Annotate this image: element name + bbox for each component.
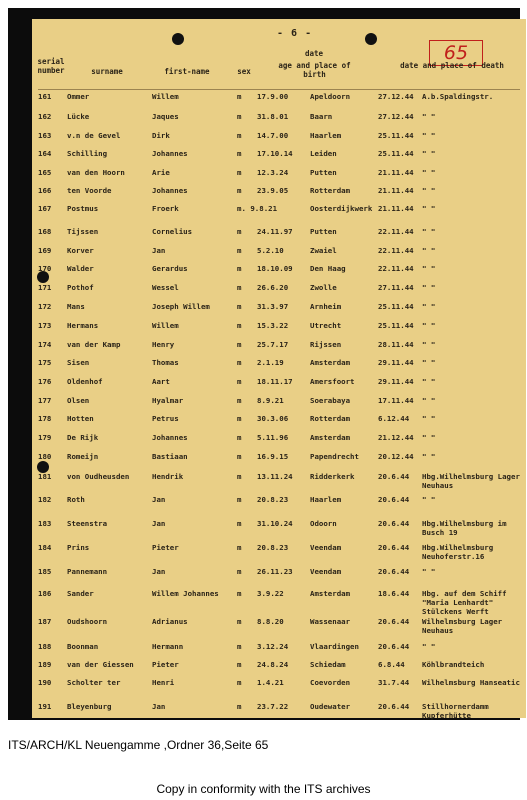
cell-ddate: 21.12.44 <box>378 433 414 442</box>
cell-surname: Schilling <box>67 149 108 158</box>
cell-surname: Oudshoorn <box>67 617 108 626</box>
cell-bplace: Vlaardingen <box>310 642 359 651</box>
cell-bdate: 16.9.15 <box>257 452 289 461</box>
cell-dplace: " " <box>422 567 436 576</box>
cell-bdate: 5.2.10 <box>257 246 284 255</box>
cell-bplace: Baarn <box>310 112 333 121</box>
cell-sex: m <box>237 702 242 711</box>
header-sex: sex <box>237 67 251 76</box>
cell-sex: m <box>237 358 242 367</box>
cell-first: Johannes <box>152 149 188 158</box>
cell-dplace: " " <box>422 642 436 651</box>
cell-bdate: 20.8.23 <box>257 495 289 504</box>
cell-surname: Roth <box>67 495 85 504</box>
cell-num: 185 <box>38 567 52 576</box>
cell-sex: m. 9.8.21 <box>237 204 278 213</box>
cell-bplace: Arnheim <box>310 302 342 311</box>
cell-num: 166 <box>38 186 52 195</box>
cell-bdate: 17.10.14 <box>257 149 293 158</box>
cell-first: Bastiaan <box>152 452 188 461</box>
cell-sex: m <box>237 660 242 669</box>
cell-first: Gerardus <box>152 264 188 273</box>
cell-first: Hyalmar <box>152 396 184 405</box>
header-divider <box>38 89 520 90</box>
cell-bplace: Wassenaar <box>310 617 351 626</box>
archive-reference: ITS/ARCH/KL Neuengamme ,Ordner 36,Seite 65 <box>8 738 269 752</box>
cell-ddate: 25.11.44 <box>378 149 414 158</box>
cell-ddate: 6.12.44 <box>378 414 410 423</box>
cell-surname: Mans <box>67 302 85 311</box>
cell-surname: Hermans <box>67 321 99 330</box>
cell-bplace: Ridderkerk <box>310 472 355 481</box>
cell-dplace: " " <box>422 340 436 349</box>
cell-bdate: 3.9.22 <box>257 589 284 598</box>
cell-surname: Sander <box>67 589 94 598</box>
cell-surname: Pannemann <box>67 567 108 576</box>
cell-first: Henri <box>152 678 175 687</box>
cell-dplace: Hbg.Wilhelmsburg im Busch 19 <box>422 519 507 537</box>
cell-bdate: 8.9.21 <box>257 396 284 405</box>
cell-ddate: 17.11.44 <box>378 396 414 405</box>
cell-ddate: 22.11.44 <box>378 264 414 273</box>
cell-surname: Olsen <box>67 396 90 405</box>
cell-num: 187 <box>38 617 52 626</box>
cell-sex: m <box>237 186 242 195</box>
cell-bdate: 12.3.24 <box>257 168 289 177</box>
cell-dplace: " " <box>422 433 436 442</box>
cell-first: Joseph Willem <box>152 302 210 311</box>
cell-ddate: 27.12.44 <box>378 92 414 101</box>
cell-bplace: Oosterdijkwerk <box>310 204 373 213</box>
cell-sex: m <box>237 112 242 121</box>
cell-first: Henry <box>152 340 175 349</box>
cell-num: 178 <box>38 414 52 423</box>
cell-bplace: Amersfoort <box>310 377 355 386</box>
cell-dplace: " " <box>422 204 436 213</box>
cell-num: 182 <box>38 495 52 504</box>
cell-bplace: Coevorden <box>310 678 351 687</box>
cell-bplace: Schiedam <box>310 660 346 669</box>
cell-ddate: 27.12.44 <box>378 112 414 121</box>
cell-first: Froerk <box>152 204 179 213</box>
cell-ddate: 29.11.44 <box>378 377 414 386</box>
cell-first: Dirk <box>152 131 170 140</box>
cell-surname: Scholter ter <box>67 678 121 687</box>
cell-dplace: " " <box>422 495 436 504</box>
cell-surname: ten Voorde <box>67 186 112 195</box>
cell-bdate: 20.8.23 <box>257 543 289 552</box>
header-surname: surname <box>91 67 123 76</box>
cell-num: 170 <box>38 264 52 273</box>
cell-dplace: " " <box>422 377 436 386</box>
cell-ddate: 25.11.44 <box>378 131 414 140</box>
cell-bdate: 24.8.24 <box>257 660 289 669</box>
cell-ddate: 20.6.44 <box>378 617 410 626</box>
cell-bdate: 1.4.21 <box>257 678 284 687</box>
cell-sex: m <box>237 92 242 101</box>
cell-dplace: " " <box>422 227 436 236</box>
cell-bdate: 24.11.97 <box>257 227 293 236</box>
cell-bdate: 15.3.22 <box>257 321 289 330</box>
punch-hole <box>172 33 184 45</box>
cell-first: Jan <box>152 519 166 528</box>
cell-first: Hermann <box>152 642 184 651</box>
cell-ddate: 22.11.44 <box>378 246 414 255</box>
cell-surname: v.n de Gevel <box>67 131 121 140</box>
cell-num: 183 <box>38 519 52 528</box>
cell-ddate: 29.11.44 <box>378 358 414 367</box>
cell-surname: van den Hoorn <box>67 168 125 177</box>
cell-bdate: 23.7.22 <box>257 702 289 711</box>
cell-bplace: Papendrecht <box>310 452 359 461</box>
cell-first: Willem Johannes <box>152 589 219 598</box>
cell-dplace: " " <box>422 131 436 140</box>
cell-bplace: Amsterdam <box>310 358 351 367</box>
cell-num: 190 <box>38 678 52 687</box>
cell-bplace: Putten <box>310 168 337 177</box>
cell-sex: m <box>237 227 242 236</box>
page-number: - 6 - <box>277 28 313 39</box>
cell-ddate: 20.6.44 <box>378 495 410 504</box>
cell-ddate: 28.11.44 <box>378 340 414 349</box>
document-page <box>32 19 526 718</box>
cell-ddate: 20.6.44 <box>378 543 410 552</box>
cell-ddate: 25.11.44 <box>378 321 414 330</box>
cell-ddate: 18.6.44 <box>378 589 410 598</box>
cell-dplace: " " <box>422 302 436 311</box>
cell-bplace: Amsterdam <box>310 589 351 598</box>
cell-num: 176 <box>38 377 52 386</box>
cell-dplace: Hbg. auf dem Schiff "Maria Lenhardt" Stülckens Werft <box>422 589 507 616</box>
cell-sex: m <box>237 377 242 386</box>
cell-dplace: " " <box>422 186 436 195</box>
cell-num: 175 <box>38 358 52 367</box>
cell-num: 173 <box>38 321 52 330</box>
cell-surname: Romeijn <box>67 452 99 461</box>
cell-surname: von Oudheusden <box>67 472 130 481</box>
cell-bplace: Rijssen <box>310 340 342 349</box>
cell-bplace: Veendam <box>310 567 342 576</box>
scan-frame <box>8 8 520 720</box>
cell-ddate: 20.6.44 <box>378 642 410 651</box>
cell-sex: m <box>237 340 242 349</box>
cell-bdate: 31.3.97 <box>257 302 289 311</box>
cell-bplace: Soerabaya <box>310 396 351 405</box>
cell-sex: m <box>237 396 242 405</box>
cell-first: Aart <box>152 377 170 386</box>
cell-first: Willem <box>152 321 179 330</box>
cell-sex: m <box>237 283 242 292</box>
cell-dplace: " " <box>422 168 436 177</box>
cell-dplace: " " <box>422 452 436 461</box>
cell-num: 188 <box>38 642 52 651</box>
cell-first: Hendrik <box>152 472 184 481</box>
cell-bplace: Leiden <box>310 149 337 158</box>
header-date: date <box>304 49 324 58</box>
cell-num: 167 <box>38 204 52 213</box>
cell-first: Arie <box>152 168 170 177</box>
cell-bdate: 8.8.20 <box>257 617 284 626</box>
cell-sex: m <box>237 246 242 255</box>
cell-num: 164 <box>38 149 52 158</box>
cell-surname: Korver <box>67 246 94 255</box>
cell-bdate: 2.1.19 <box>257 358 284 367</box>
cell-bdate: 18.11.17 <box>257 377 293 386</box>
cell-sex: m <box>237 302 242 311</box>
cell-dplace: " " <box>422 112 436 121</box>
cell-bplace: Rotterdam <box>310 186 351 195</box>
cell-sex: m <box>237 543 242 552</box>
cell-sex: m <box>237 617 242 626</box>
cell-dplace: Wilhelmsburg Hanseatic <box>422 678 520 687</box>
cell-ddate: 6.8.44 <box>378 660 405 669</box>
header-birth: age and place of birth <box>278 61 351 79</box>
cell-surname: van der Giessen <box>67 660 134 669</box>
cell-dplace: Wilhelmsburg Lager Neuhaus <box>422 617 503 635</box>
cell-bdate: 25.7.17 <box>257 340 289 349</box>
cell-ddate: 20.6.44 <box>378 567 410 576</box>
cell-bdate: 31.8.01 <box>257 112 289 121</box>
cell-surname: Steenstra <box>67 519 108 528</box>
punch-hole <box>365 33 377 45</box>
cell-num: 189 <box>38 660 52 669</box>
cell-ddate: 31.7.44 <box>378 678 410 687</box>
copy-notice: Copy in conformity with the ITS archives <box>156 782 371 796</box>
cell-sex: m <box>237 678 242 687</box>
cell-dplace: Hbg.Wilhelmsburg Lager Neuhaus <box>422 472 520 490</box>
cell-num: 162 <box>38 112 52 121</box>
cell-surname: Oldenhof <box>67 377 103 386</box>
cell-bdate: 14.7.00 <box>257 131 289 140</box>
cell-bdate: 26.6.20 <box>257 283 289 292</box>
cell-first: Thomas <box>152 358 179 367</box>
cell-num: 180 <box>38 452 52 461</box>
cell-first: Pieter <box>152 660 179 669</box>
cell-sex: m <box>237 168 242 177</box>
cell-surname: Ommer <box>67 92 90 101</box>
cell-num: 191 <box>38 702 52 711</box>
cell-bdate: 23.9.05 <box>257 186 289 195</box>
cell-bdate: 31.10.24 <box>257 519 293 528</box>
cell-surname: Pothof <box>67 283 94 292</box>
cell-ddate: 22.11.44 <box>378 227 414 236</box>
cell-bplace: Odoorn <box>310 519 337 528</box>
cell-bplace: Oudewater <box>310 702 351 711</box>
cell-sex: m <box>237 264 242 273</box>
cell-first: Willem <box>152 92 179 101</box>
cell-ddate: 20.6.44 <box>378 472 410 481</box>
cell-ddate: 20.6.44 <box>378 702 410 711</box>
cell-sex: m <box>237 131 242 140</box>
header-first-name: first-name <box>164 67 210 76</box>
cell-surname: Walder <box>67 264 94 273</box>
cell-dplace: Stillhornerdamm Kupferhütte <box>422 702 489 720</box>
cell-surname: Bleyenburg <box>67 702 112 711</box>
cell-surname: De Rijk <box>67 433 99 442</box>
cell-surname: Hotten <box>67 414 94 423</box>
cell-sex: m <box>237 519 242 528</box>
cell-first: Jan <box>152 246 166 255</box>
cell-dplace: " " <box>422 149 436 158</box>
cell-bplace: Veendam <box>310 543 342 552</box>
cell-dplace: " " <box>422 264 436 273</box>
cell-bplace: Putten <box>310 227 337 236</box>
cell-ddate: 21.11.44 <box>378 204 414 213</box>
cell-num: 177 <box>38 396 52 405</box>
cell-bplace: Amsterdam <box>310 433 351 442</box>
cell-dplace: " " <box>422 321 436 330</box>
cell-sex: m <box>237 149 242 158</box>
cell-bdate: 3.12.24 <box>257 642 289 651</box>
cell-first: Cornelius <box>152 227 193 236</box>
cell-sex: m <box>237 452 242 461</box>
cell-num: 165 <box>38 168 52 177</box>
cell-first: Pieter <box>152 543 179 552</box>
cell-ddate: 27.11.44 <box>378 283 414 292</box>
cell-bplace: Haarlem <box>310 495 342 504</box>
cell-first: Petrus <box>152 414 179 423</box>
header-death: date and place of death <box>400 61 504 70</box>
cell-bplace: Zwolle <box>310 283 337 292</box>
cell-ddate: 21.11.44 <box>378 186 414 195</box>
cell-sex: m <box>237 321 242 330</box>
cell-surname: Lücke <box>67 112 90 121</box>
cell-ddate: 25.11.44 <box>378 302 414 311</box>
cell-sex: m <box>237 495 242 504</box>
cell-num: 179 <box>38 433 52 442</box>
cell-first: Jaques <box>152 112 179 121</box>
cell-sex: m <box>237 589 242 598</box>
cell-num: 163 <box>38 131 52 140</box>
cell-num: 171 <box>38 283 52 292</box>
cell-dplace: A.b.Spaldingstr. <box>422 92 494 101</box>
cell-bdate: 18.10.09 <box>257 264 293 273</box>
header-serial: serial number <box>37 57 65 75</box>
cell-bdate: 5.11.96 <box>257 433 289 442</box>
cell-bdate: 13.11.24 <box>257 472 293 481</box>
cell-dplace: " " <box>422 396 436 405</box>
cell-bplace: Zwaiel <box>310 246 337 255</box>
cell-ddate: 20.12.44 <box>378 452 414 461</box>
cell-sex: m <box>237 567 242 576</box>
cell-bplace: Haarlem <box>310 131 342 140</box>
cell-bdate: 26.11.23 <box>257 567 293 576</box>
cell-dplace: Köhlbrandteich <box>422 660 485 669</box>
cell-bplace: Rotterdam <box>310 414 351 423</box>
cell-ddate: 20.6.44 <box>378 519 410 528</box>
cell-first: Wessel <box>152 283 179 292</box>
cell-num: 172 <box>38 302 52 311</box>
cell-ddate: 21.11.44 <box>378 168 414 177</box>
cell-surname: van der Kamp <box>67 340 121 349</box>
cell-bdate: 30.3.06 <box>257 414 289 423</box>
cell-num: 169 <box>38 246 52 255</box>
cell-num: 186 <box>38 589 52 598</box>
cell-sex: m <box>237 642 242 651</box>
cell-num: 184 <box>38 543 52 552</box>
cell-bplace: Apeldoorn <box>310 92 351 101</box>
cell-surname: Sisen <box>67 358 90 367</box>
cell-num: 174 <box>38 340 52 349</box>
cell-first: Johannes <box>152 433 188 442</box>
cell-bplace: Utrecht <box>310 321 342 330</box>
cell-sex: m <box>237 433 242 442</box>
cell-dplace: " " <box>422 414 436 423</box>
cell-sex: m <box>237 414 242 423</box>
cell-first: Jan <box>152 495 166 504</box>
cell-num: 168 <box>38 227 52 236</box>
cell-num: 161 <box>38 92 52 101</box>
cell-first: Jan <box>152 567 166 576</box>
cell-bplace: Den Haag <box>310 264 346 273</box>
archive-stamp: 65 <box>429 40 483 66</box>
cell-sex: m <box>237 472 242 481</box>
cell-surname: Tijssen <box>67 227 99 236</box>
cell-dplace: " " <box>422 283 436 292</box>
cell-surname: Prins <box>67 543 90 552</box>
cell-dplace: Hbg.Wilhelmsburg Neuhoferstr.16 <box>422 543 494 561</box>
cell-dplace: " " <box>422 246 436 255</box>
cell-dplace: " " <box>422 358 436 367</box>
cell-bdate: 17.9.00 <box>257 92 289 101</box>
cell-num: 181 <box>38 472 52 481</box>
cell-first: Jan <box>152 702 166 711</box>
cell-first: Adrianus <box>152 617 188 626</box>
cell-first: Johannes <box>152 186 188 195</box>
cell-surname: Postmus <box>67 204 99 213</box>
cell-surname: Boonman <box>67 642 99 651</box>
